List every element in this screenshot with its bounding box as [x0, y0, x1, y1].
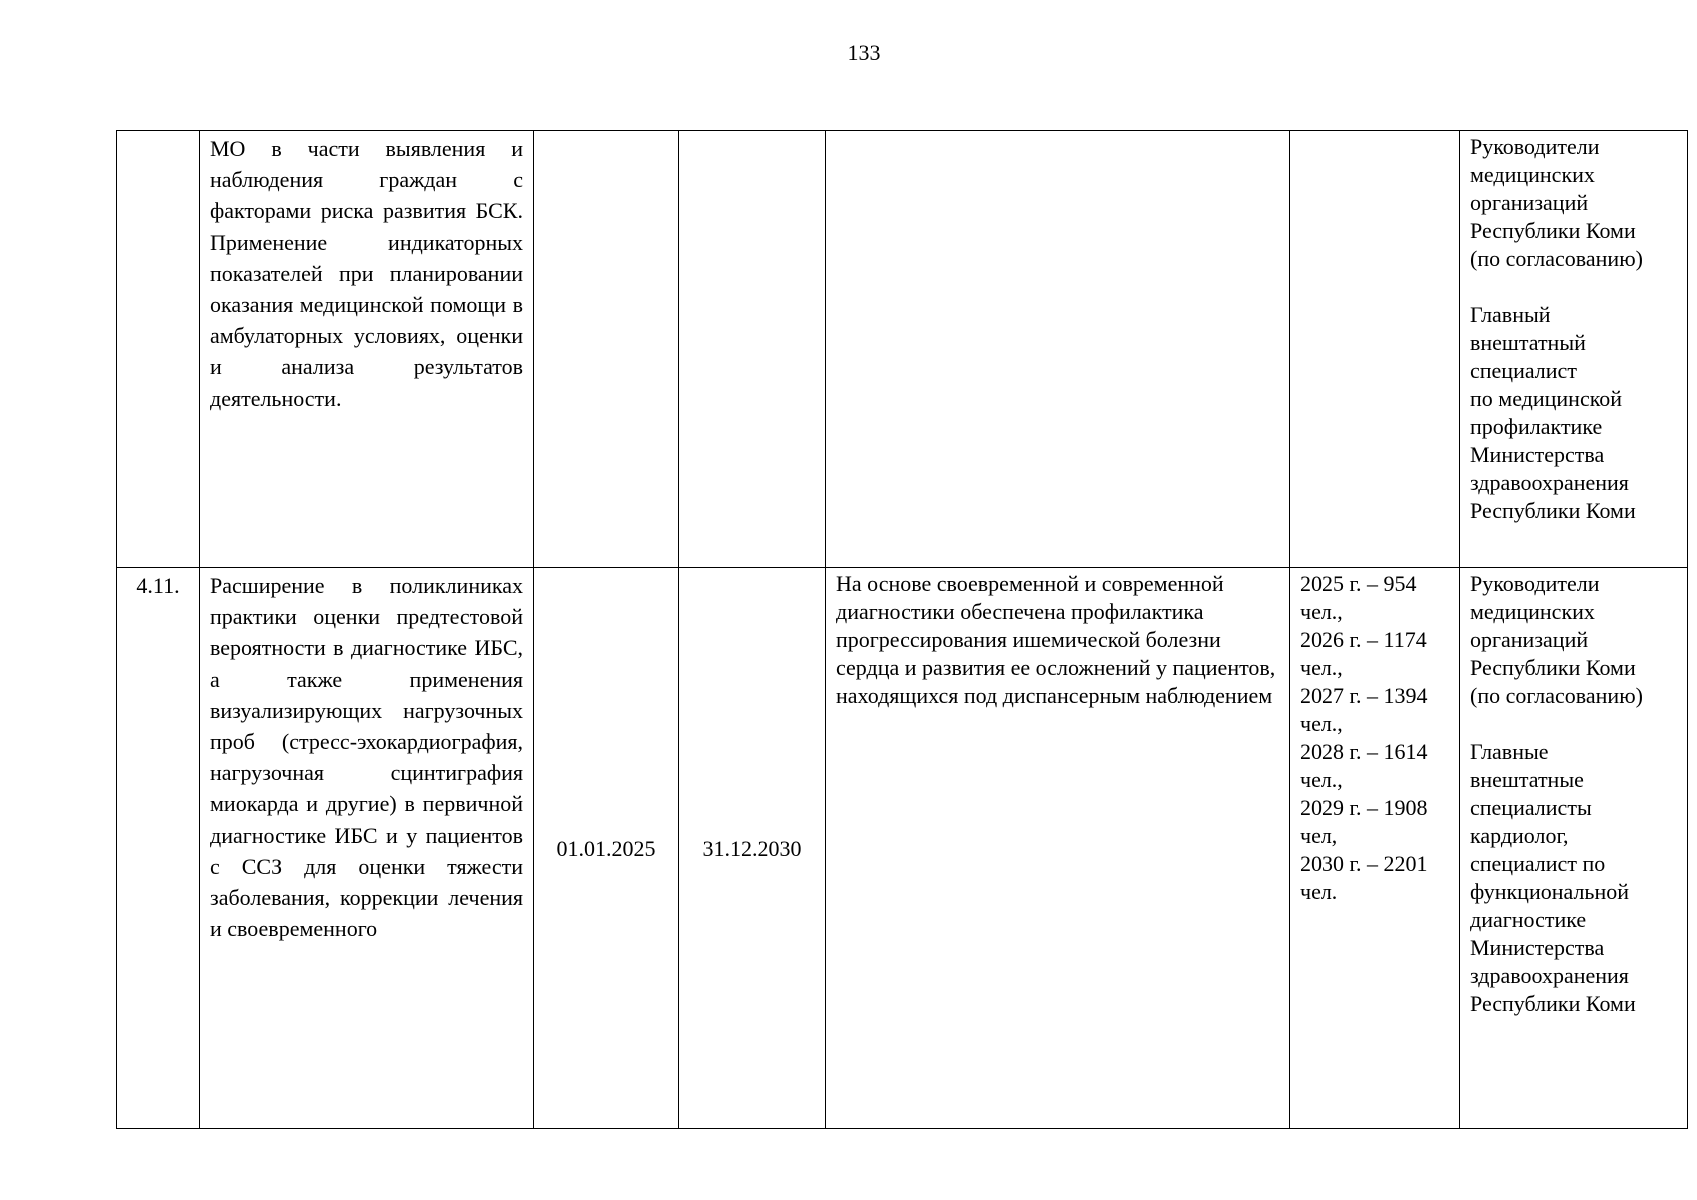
end-date-cell: 31.12.2030 [679, 568, 826, 1129]
measure-cell: МО в части выявления и наблюдения граждан с факторами риска развития БСК. Применение индикаторных показателей при планировании оказания медицинской помощи в амбулаторных условиях, оценки и анализа результатов деятельности. [200, 131, 534, 568]
responsible-spacer [1470, 273, 1677, 301]
responsible-specialist: Главный внештатный специалист по медицинской профилактике Министерства здравоохранения Республики Коми [1470, 302, 1636, 523]
result-cell: На основе своевременной и современной диагностики обеспечена профилактика прогрессирования ишемической болезни сердца и развития ее осложнений у пациентов, находящихся под диспансерным наблюдением [826, 568, 1290, 1129]
responsible-organizations: Руководители медицинских организаций Республики Коми (по согласованию) [1470, 571, 1643, 708]
page-number: 133 [847, 40, 881, 65]
indicator-cell [1290, 131, 1460, 568]
responsible-organizations: Руководители медицинских организаций Республики Коми (по согласованию) [1470, 134, 1643, 271]
end-date-cell [679, 131, 826, 568]
responsible-cell [1460, 568, 1688, 1129]
responsible-spacer [1470, 710, 1677, 738]
result-cell [826, 131, 1290, 568]
table-row [117, 131, 1688, 568]
row-number-cell: 4.11. [117, 568, 200, 1129]
responsible-specialists: Главные внештатные специалисты кардиолог, специалист по функциональной диагностике Министерства здравоохранения Республики Коми [1470, 739, 1636, 1016]
measure-cell: Расширение в поликлиниках практики оценки предтестовой вероятности в диагностике ИБС, а также применения визуализирующих нагрузочных проб (стресс-эхокардиография, нагрузочная сцинтиграфия миокарда и другие) в первичной диагностике ИБС и у пациентов с ССЗ для оценки тяжести заболевания, коррекции лечения и своевременного [200, 568, 534, 1129]
start-date-cell [534, 131, 679, 568]
responsible-cell [1460, 131, 1688, 568]
start-date-cell: 01.01.2025 [534, 568, 679, 1129]
measures-table [116, 130, 1688, 1129]
indicator-cell: 2025 г. – 954 чел., 2026 г. – 1174 чел., 2027 г. – 1394 чел., 2028 г. – 1614 чел., 2029 г. – 1908 чел, 2030 г. – 2201 чел. [1290, 568, 1460, 1129]
row-number-cell [117, 131, 200, 568]
table-row [117, 568, 1688, 1129]
